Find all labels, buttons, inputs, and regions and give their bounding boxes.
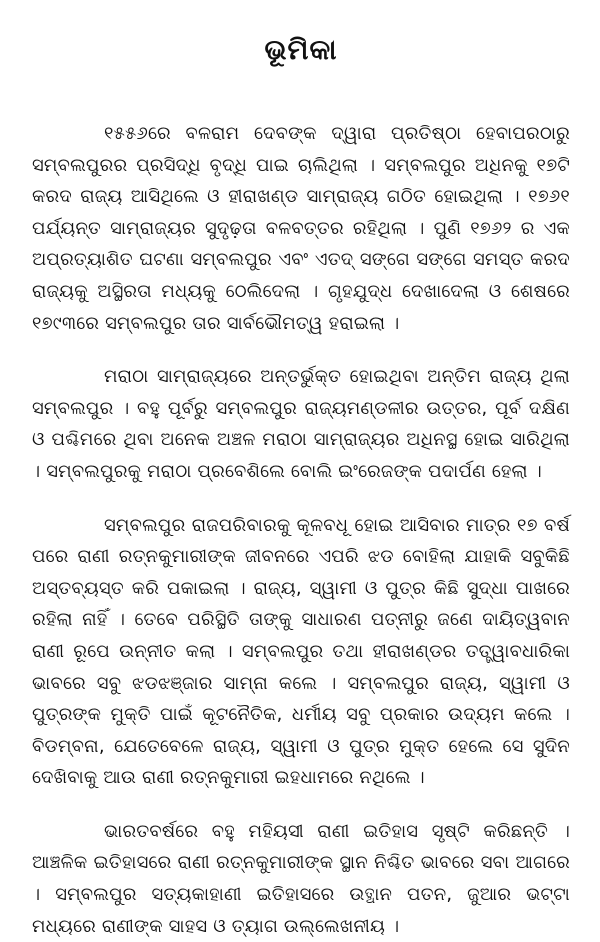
paragraph-2: ମରାଠା ସାମ୍ରାଜ୍ୟରେ ଅନ୍ତର୍ଭୁକ୍ତ ହୋଇଥିବା ଅନ୍ତିମ ରାଜ୍ୟ ଥିଲା ସମ୍ବଲପୁର । ବହୁ ପୂର୍ବରୁ ସମ୍ବଲପୁର ରାଜ୍ୟମଣ୍ଡଳୀର ଉତ୍ତର, ପୂର୍ବ ଦକ୍ଷିଣ ଓ ପଶ୍ଚିମରେ ଥିବା ଅନେକ ଅଞ୍ଚଳ ମରାଠା ସାମ୍ରାଜ୍ୟର ଅଧିନସ୍ଥ ହୋଇ ସାରିଥିଲା । ସମ୍ବଲପୁରକୁ ମରାଠା ପ୍ରବେଶିଲେ ବୋଲି ଇଂରେଜଙ୍କ ପଦାର୍ପଣ ହେଲା । xyxy=(32,366,570,482)
page-title: ଭୂମିକା xyxy=(264,33,338,66)
paragraph-3: ସମ୍ବଲପୁର ରାଜପରିବାରକୁ କୂଳବଧୂ ହୋଇ ଆସିବାର ମାତ୍ର ୧୭ ବର୍ଷ ପରେ ରାଣୀ ରତ୍ନକୁମାରୀଙ୍କ ଜୀବନରେ ଏପରି ଝଡ ବୋହିଲା ଯାହାକି ସବୁକିଛି ଅସ୍ତବ୍ୟସ୍ତ କରି ପକାଇଲା । ରାଜ୍ୟ, ସ୍ୱାମୀ ଓ ପୁତ୍ର କିଛି ସୁଦ୍ଧା ପାଖରେ ରହିଲା ନାହିଁ । ତେବେ ପରିସ୍ଥିତି ତାଙ୍କୁ ସାଧାରଣ ପତ୍ନୀରୁ ଜଣେ ଦାୟିତ୍ୱବାନ ରାଣୀ ରୂପେ ଉନ୍ନୀତ କଲା । ସମ୍ବଲପୁର ତଥା ହୀରାଖଣ୍ଡର ତତ୍ତ୍ୱାବଧାରିକା ଭାବରେ ସବୁ ଝଡଝଞ୍ଜାର ସାମ୍ନା କଲେ । ସମ୍ବଲପୁର ରାଜ୍ୟ, ସ୍ୱାମୀ ଓ ପୁତ୍ରଙ୍କ ମୁକ୍ତି ପାଇଁ କୂଟନୈତିକ, ଧର୍ମୀୟ ସବୁ ପ୍ରକାର ଉଦ୍ୟମ କଲେ । ବିଡମ୍ବନା, ଯେତେବେଳେ ରାଜ୍ୟ, ସ୍ୱାମୀ ଓ ପୁତ୍ର ମୁକ୍ତ ହେଲେ ସେ ସୁଦିନ ଦେଖିବାକୁ ଆଉ ରାଣୀ ରତ୍ନକୁମାରୀ ଇହଧାମରେ ନଥିଲେ । xyxy=(32,514,570,789)
paragraph-4: ଭାରତବର୍ଷରେ ବହୁ ମହିୟସୀ ରାଣୀ ଇତିହାସ ସୃଷ୍ଟି କରିଛନ୍ତି । ଆଞ୍ଚଳିକ ଇତିହାସରେ ରାଣୀ ରତ୍ନକୁମାରୀଙ୍କ ସ୍ଥାନ ନିଶ୍ଚିତ ଭାବରେ ସବା ଆଗରେ । ସମ୍ବଲପୁର ସତ୍ୟକାହାଣୀ ଇତିହାସରେ ଉତ୍ଥାନ ପତନ, ଜୁଆର ଭଟ୍ଟା ମଧ୍ୟରେ ରାଣୀଙ୍କ ସାହସ ଓ ତ୍ୟାଗ ଉଲ୍ଲେଖନୀୟ । xyxy=(32,820,570,937)
paragraph-1: ୧୫୫୬ରେ ବଳରାମ ଦେବଙ୍କ ଦ୍ୱାରା ପ୍ରତିଷ୍ଠା ହେବାପରଠାରୁ ସମ୍ବଲପୁରର ପ୍ରସିଦ୍ଧି ବୃଦ୍ଧି ପାଇ ଚାଲିଥିଲା । ସମ୍ବଲପୁର ଅଧିନକୁ ୧୭ଟି କରଦ ରାଜ୍ୟ ଆସିଥିଲେ ଓ ହୀରାଖଣ୍ଡ ସାମ୍ରାଜ୍ୟ ଗଠିତ ହୋଇଥିଲା । ୧୭୬୧ ପର୍ଯ୍ୟନ୍ତ ସାମ୍ରାଜ୍ୟର ସୁଦୃଢ଼ତା ବଳବତ୍ତର ରହିଥିଲା । ପୁଣି ୧୭୬୨ ର ଏକ ଅପ୍ରତ୍ୟାଶିତ ଘଟଣା ସମ୍ବଲପୁର ଏବଂ ଏତଦ୍ ସଙ୍ଗେ ସଙ୍ଗେ ସମସ୍ତ କରଦ ରାଜ୍ୟକୁ ଅସ୍ଥିରତା ମଧ୍ୟକୁ ଠେଲିଦେଲା । ଗୃହଯୁଦ୍ଧ ଦେଖାଦେଲା ଓ ଶେଷରେ ୧୭୯୩ରେ ସମ୍ବଲପୁର ତାର ସାର୍ବଭୌମତ୍ୱ ହରାଇଲା । xyxy=(32,123,570,334)
